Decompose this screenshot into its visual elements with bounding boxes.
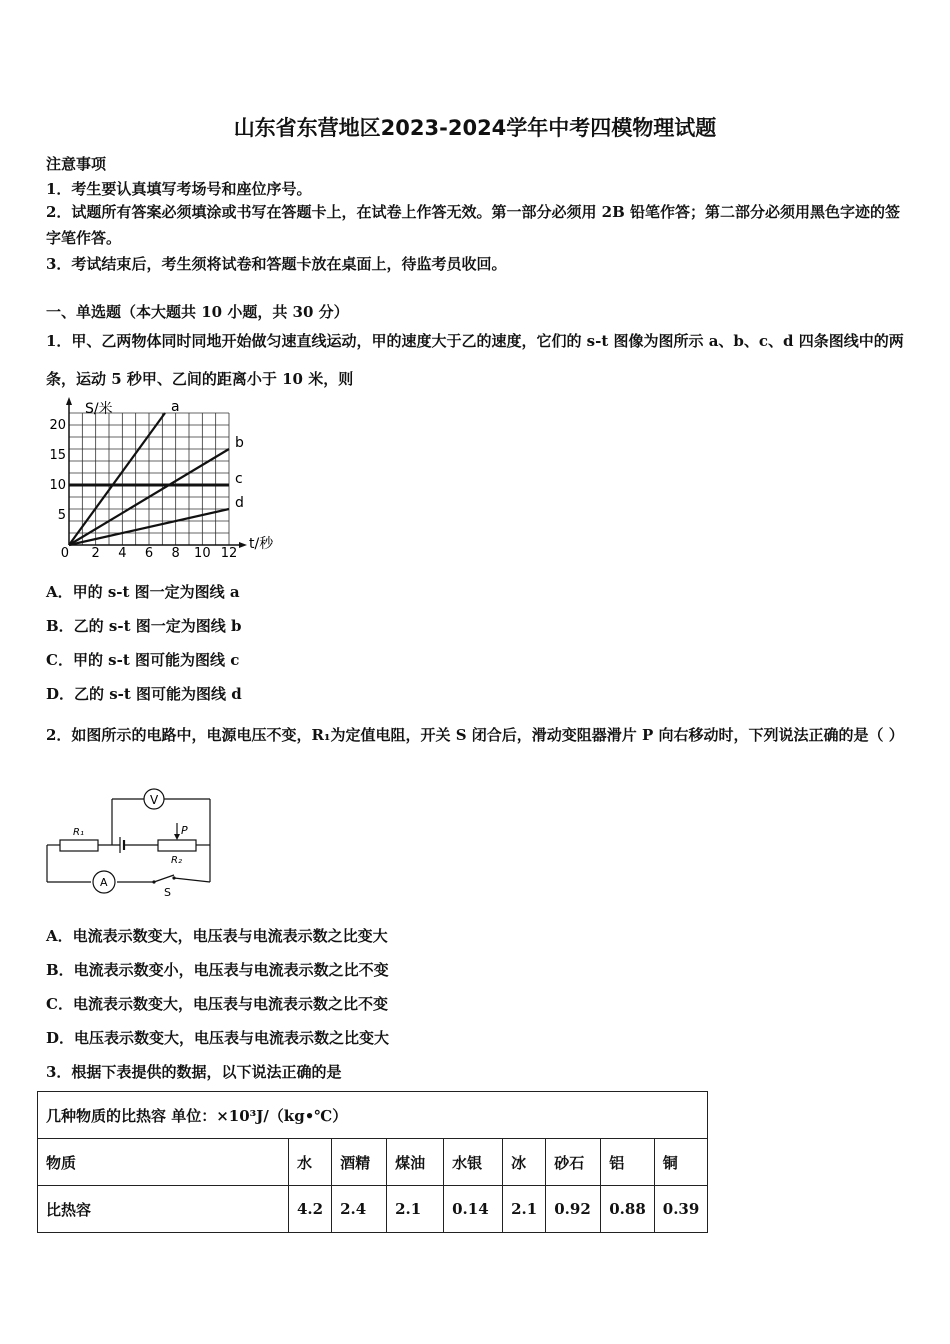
switch-label: S <box>164 886 171 899</box>
row-label: 物质 <box>38 1139 289 1186</box>
table-cell: 4.2 <box>289 1186 332 1233</box>
table-cell: 水 <box>289 1139 332 1186</box>
table-cell: 0.88 <box>601 1186 655 1233</box>
q2-option-d: D．电压表示数变大，电压表与电流表示数之比变大 <box>46 1029 390 1047</box>
q2-option-b: B．电流表示数变小，电压表与电流表示数之比不变 <box>46 961 389 979</box>
series-label-d: d <box>235 495 244 511</box>
y-axis-arrow <box>66 397 72 405</box>
table-cell: 2.4 <box>332 1186 387 1233</box>
notice-heading: 注意事项 <box>46 155 107 173</box>
y-tick-label: 10 <box>49 478 66 493</box>
x-tick-label: 10 <box>194 546 211 560</box>
x-tick-label: 4 <box>118 546 127 560</box>
wire <box>174 878 210 882</box>
circuit-diagram <box>44 785 219 900</box>
x-tick-label: 12 <box>220 546 238 560</box>
switch-blade <box>154 875 174 882</box>
switch-contact <box>172 876 175 879</box>
notice-item: 2．试题所有答案必须填涂或书写在答题卡上，在试卷上作答无效。第一部分必须用 2B 铅笔作答；第二部分必须用黑色字迹的签字笔作答。 <box>46 203 901 247</box>
resistor-r1 <box>60 840 98 851</box>
x-tick-label: 0 <box>60 546 69 560</box>
y-tick-label: 15 <box>49 448 66 463</box>
slider-arrow <box>174 834 180 840</box>
series-label-b: b <box>235 435 244 451</box>
series-label-a: a <box>171 399 180 415</box>
q2-option-c: C．电流表示数变大，电压表与电流表示数之比不变 <box>46 995 388 1013</box>
st-graph <box>45 395 285 560</box>
notice-item: 3．考试结束后，考生须将试卷和答题卡放在桌面上，待监考员收回。 <box>46 255 507 273</box>
table-cell: 铝 <box>601 1139 655 1186</box>
q1-option-a: A．甲的 s-t 图一定为图线 a <box>46 583 240 601</box>
specific-heat-table <box>37 1091 708 1233</box>
slider-label: P <box>181 824 188 837</box>
table-cell: 铜 <box>654 1139 708 1186</box>
voltmeter-label: V <box>150 793 159 807</box>
y-tick-label: 20 <box>49 418 66 433</box>
q1-option-d: D．乙的 s-t 图可能为图线 d <box>46 685 242 703</box>
ammeter-label: A <box>100 876 108 889</box>
r2-label: R₂ <box>171 855 182 866</box>
question-3-stem: 3．根据下表提供的数据，以下说法正确的是 <box>46 1063 342 1081</box>
x-axis-label: t/秒 <box>249 536 274 552</box>
page-title: 山东省东营地区2023-2024学年中考四模物理试题 <box>233 116 717 140</box>
table-row <box>38 1186 708 1233</box>
table-cell: 水银 <box>444 1139 503 1186</box>
table-cell: 0.92 <box>546 1186 601 1233</box>
question-1-stem: 1．甲、乙两物体同时同地开始做匀速直线运动，甲的速度大于乙的速度，它们的 s-t 图像为图所示 a、b、c、d 四条图线中的两条，运动 5 秒甲、乙间的距离小于 10 米，则 <box>46 332 904 388</box>
table-cell: 0.14 <box>444 1186 503 1233</box>
table-cell: 冰 <box>503 1139 546 1186</box>
table-cell: 2.1 <box>503 1186 546 1233</box>
table-cell: 2.1 <box>387 1186 444 1233</box>
notice-item: 1．考生要认真填写考场号和座位序号。 <box>46 180 312 198</box>
table-row <box>38 1139 708 1186</box>
x-tick-label: 6 <box>144 546 154 560</box>
x-axis-arrow <box>239 542 247 548</box>
y-axis-label: S/米 <box>85 401 113 417</box>
x-tick-label: 2 <box>91 546 100 560</box>
table-cell: 0.39 <box>654 1186 708 1233</box>
resistor-r2 <box>158 840 196 851</box>
row-label: 比热容 <box>38 1186 289 1233</box>
x-tick-label: 8 <box>171 546 180 560</box>
series-line-a <box>69 413 165 545</box>
table-cell: 砂石 <box>546 1139 601 1186</box>
section-heading: 一、单选题（本大题共 10 小题，共 30 分） <box>46 303 349 321</box>
q1-option-c: C．甲的 s-t 图可能为图线 c <box>46 651 240 669</box>
q1-option-b: B．乙的 s-t 图一定为图线 b <box>46 617 242 635</box>
table-cell: 酒精 <box>332 1139 387 1186</box>
table-cell: 煤油 <box>387 1139 444 1186</box>
question-2-stem: 2．如图所示的电路中，电源电压不变，R₁为定值电阻，开关 S 闭合后，滑动变阻器滑片 P 向右移动时，下列说法正确的是（ ） <box>46 726 904 744</box>
graph-grid <box>69 413 229 545</box>
table-caption: 几种物质的比热容 单位：×10³J/（kg•℃） <box>38 1092 708 1139</box>
r1-label: R₁ <box>73 827 84 838</box>
q2-option-a: A．电流表示数变大，电压表与电流表示数之比变大 <box>46 927 388 945</box>
series-label-c: c <box>235 471 243 487</box>
y-tick-label: 5 <box>57 508 66 523</box>
